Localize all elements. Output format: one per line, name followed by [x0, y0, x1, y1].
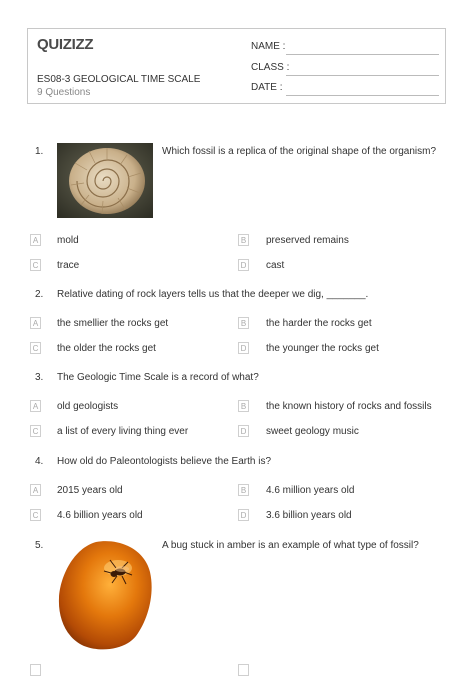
option-text[interactable]: the harder the rocks get	[266, 318, 372, 329]
date-label: DATE :	[251, 82, 283, 93]
option-letter-box[interactable]: A	[30, 484, 41, 496]
date-field[interactable]	[286, 95, 439, 96]
option-letter-box[interactable]: D	[238, 342, 249, 354]
option-text[interactable]: preserved remains	[266, 235, 349, 246]
name-field[interactable]	[286, 54, 439, 55]
option-text[interactable]: a list of every living thing ever	[57, 426, 189, 437]
amber-insect-image	[56, 538, 154, 653]
option-letter-box[interactable]: B	[238, 400, 249, 412]
option-letter-box[interactable]: C	[30, 259, 41, 271]
name-label: NAME :	[251, 41, 286, 52]
option-text[interactable]: 3.6 billion years old	[266, 510, 352, 521]
option-letter-box[interactable]: C	[30, 509, 41, 521]
option-letter-box[interactable]	[30, 664, 41, 676]
question-text: Which fossil is a replica of the original shape of the organism?	[162, 146, 437, 157]
option-text[interactable]: mold	[57, 235, 79, 246]
option-text[interactable]: the known history of rocks and fossils	[266, 401, 432, 412]
question-count: 9 Questions	[37, 87, 91, 98]
option-letter-box[interactable]: D	[238, 259, 249, 271]
question-text: A bug stuck in amber is an example of what type of fossil?	[162, 540, 419, 551]
option-text[interactable]: sweet geology music	[266, 426, 359, 437]
worksheet-header	[27, 28, 446, 104]
option-letter-box[interactable]: C	[30, 425, 41, 437]
class-label: CLASS :	[251, 62, 290, 73]
question-text: How old do Paleontologists believe the Earth is?	[57, 456, 272, 467]
option-text[interactable]: the smellier the rocks get	[57, 318, 169, 329]
option-letter-box[interactable]: C	[30, 342, 41, 354]
question-number: 4.	[35, 456, 44, 467]
class-field[interactable]	[286, 75, 439, 76]
option-text[interactable]: 2015 years old	[57, 485, 123, 496]
worksheet-title: ES08-3 GEOLOGICAL TIME SCALE	[37, 74, 201, 85]
quizizz-logo: QUIZIZZ	[37, 36, 94, 53]
option-text[interactable]: 4.6 million years old	[266, 485, 355, 496]
option-text[interactable]: old geologists	[57, 401, 119, 412]
question-number: 3.	[35, 372, 44, 383]
option-text[interactable]: the younger the rocks get	[266, 343, 379, 354]
ammonite-fossil-image	[57, 143, 153, 218]
option-letter-box[interactable]: A	[30, 234, 41, 246]
question-text: The Geologic Time Scale is a record of what?	[57, 372, 259, 383]
question-text: Relative dating of rock layers tells us that the deeper we dig, _______.	[57, 289, 369, 300]
option-letter-box[interactable]: B	[238, 234, 249, 246]
option-letter-box[interactable]: B	[238, 484, 249, 496]
option-letter-box[interactable]: A	[30, 317, 41, 329]
question-number: 2.	[35, 289, 44, 300]
option-letter-box[interactable]: D	[238, 509, 249, 521]
option-letter-box[interactable]	[238, 664, 249, 676]
question-number: 1.	[35, 146, 44, 157]
option-letter-box[interactable]: B	[238, 317, 249, 329]
option-text[interactable]: cast	[266, 260, 285, 271]
option-letter-box[interactable]: A	[30, 400, 41, 412]
option-letter-box[interactable]: D	[238, 425, 249, 437]
option-text[interactable]: the older the rocks get	[57, 343, 156, 354]
option-text[interactable]: trace	[57, 260, 80, 271]
question-number: 5.	[35, 540, 44, 551]
option-text[interactable]: 4.6 billion years old	[57, 510, 143, 521]
